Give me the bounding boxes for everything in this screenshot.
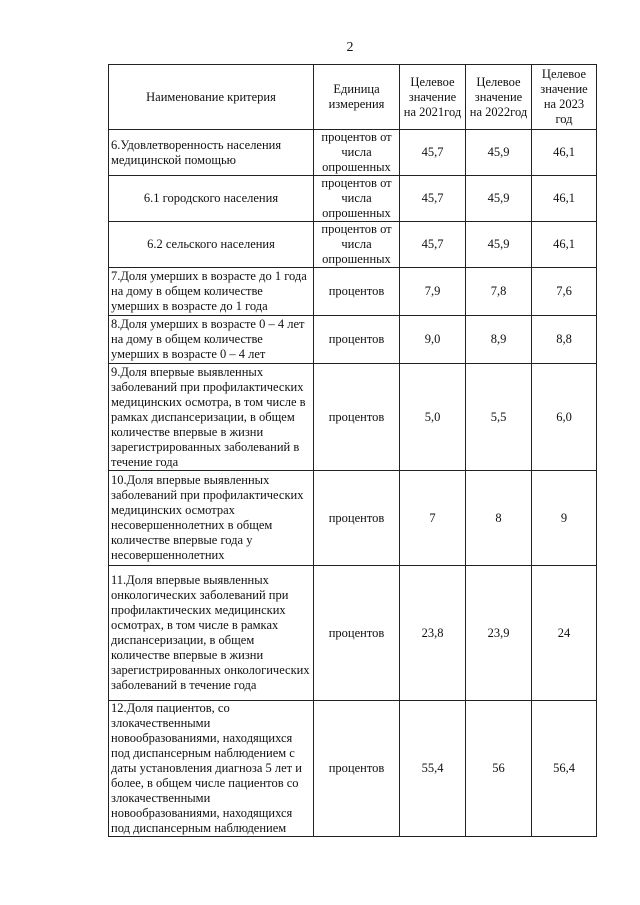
table-row	[109, 176, 597, 222]
row-value-2021: 23,8	[400, 566, 466, 701]
page-number: 2	[346, 40, 354, 55]
row-criterion: 6.Удовлетворенность населения медицинской помощью	[109, 130, 314, 176]
row-value-2021: 45,7	[400, 176, 466, 222]
row-value-2022: 56	[466, 701, 532, 837]
row-value-2023: 24	[532, 566, 597, 701]
row-value-2023: 8,8	[532, 316, 597, 364]
table-row	[109, 130, 597, 176]
row-value-2022: 45,9	[466, 222, 532, 268]
row-unit: процентов	[314, 566, 400, 701]
row-value-2021: 7	[400, 471, 466, 566]
row-criterion: 11.Доля впервые выявленных онкологических заболеваний при профилактических медицинских осмотрах, в том числе в рамках диспансеризации, в общем количестве впервые в жизни зарегистрированных онкологических заболеваний в течение года	[109, 566, 314, 701]
row-criterion: 6.2 сельского населения	[109, 222, 314, 268]
row-unit: процентов от числа опрошенных	[314, 130, 400, 176]
header-criterion: Наименование критерия	[109, 65, 314, 130]
row-value-2023: 9	[532, 471, 597, 566]
criteria-table	[108, 64, 597, 837]
row-criterion: 8.Доля умерших в возрасте 0 – 4 лет на дому в общем количестве умерших в возрасте 0 – 4 лет	[109, 316, 314, 364]
row-value-2022: 23,9	[466, 566, 532, 701]
table-row	[109, 471, 597, 566]
table-row	[109, 364, 597, 471]
header-unit: Единица измерения	[314, 65, 400, 130]
row-value-2023: 56,4	[532, 701, 597, 837]
row-unit: процентов	[314, 701, 400, 837]
header-2023: Целевое значение на 2023 год	[532, 65, 597, 130]
table-row	[109, 701, 597, 837]
table-row	[109, 222, 597, 268]
row-unit: процентов	[314, 364, 400, 471]
row-unit: процентов	[314, 268, 400, 316]
row-value-2023: 6,0	[532, 364, 597, 471]
row-value-2022: 5,5	[466, 364, 532, 471]
row-unit: процентов	[314, 471, 400, 566]
row-unit: процентов от числа опрошенных	[314, 222, 400, 268]
header-2021: Целевое значение на 2021год	[400, 65, 466, 130]
row-value-2021: 9,0	[400, 316, 466, 364]
row-value-2022: 45,9	[466, 130, 532, 176]
row-criterion: 12.Доля пациентов, со злокачественными новообразованиями, находящихся под диспансерным наблюдением с даты установления диагноза 5 лет и более, в общем числе пациентов со злокачественными новообразованиями, находящихся под диспансерным наблюдением	[109, 701, 314, 837]
table-row	[109, 566, 597, 701]
row-value-2022: 8,9	[466, 316, 532, 364]
table-row	[109, 268, 597, 316]
row-value-2021: 5,0	[400, 364, 466, 471]
row-value-2023: 46,1	[532, 222, 597, 268]
row-value-2023: 46,1	[532, 130, 597, 176]
row-criterion: 7.Доля умерших в возрасте до 1 года на дому в общем количестве умерших в возрасте до 1 года	[109, 268, 314, 316]
row-value-2023: 46,1	[532, 176, 597, 222]
row-value-2021: 55,4	[400, 701, 466, 837]
row-value-2022: 45,9	[466, 176, 532, 222]
table-row	[109, 316, 597, 364]
row-unit: процентов от числа опрошенных	[314, 176, 400, 222]
row-value-2021: 45,7	[400, 130, 466, 176]
row-value-2021: 45,7	[400, 222, 466, 268]
row-criterion: 6.1 городского населения	[109, 176, 314, 222]
row-criterion: 9.Доля впервые выявленных заболеваний при профилактических медицинских осмотра, в том числе в рамках диспансеризации, в общем количестве впервые в жизни зарегистрированных заболеваний в течение года	[109, 364, 314, 471]
row-value-2022: 8	[466, 471, 532, 566]
header-2022: Целевое значение на 2022год	[466, 65, 532, 130]
row-value-2022: 7,8	[466, 268, 532, 316]
row-unit: процентов	[314, 316, 400, 364]
table-header-row	[109, 65, 597, 130]
row-value-2021: 7,9	[400, 268, 466, 316]
row-value-2023: 7,6	[532, 268, 597, 316]
row-criterion: 10.Доля впервые выявленных заболеваний при профилактических медицинских осмотрах несовершеннолетних в общем количестве впервые года у несовершеннолетних	[109, 471, 314, 566]
